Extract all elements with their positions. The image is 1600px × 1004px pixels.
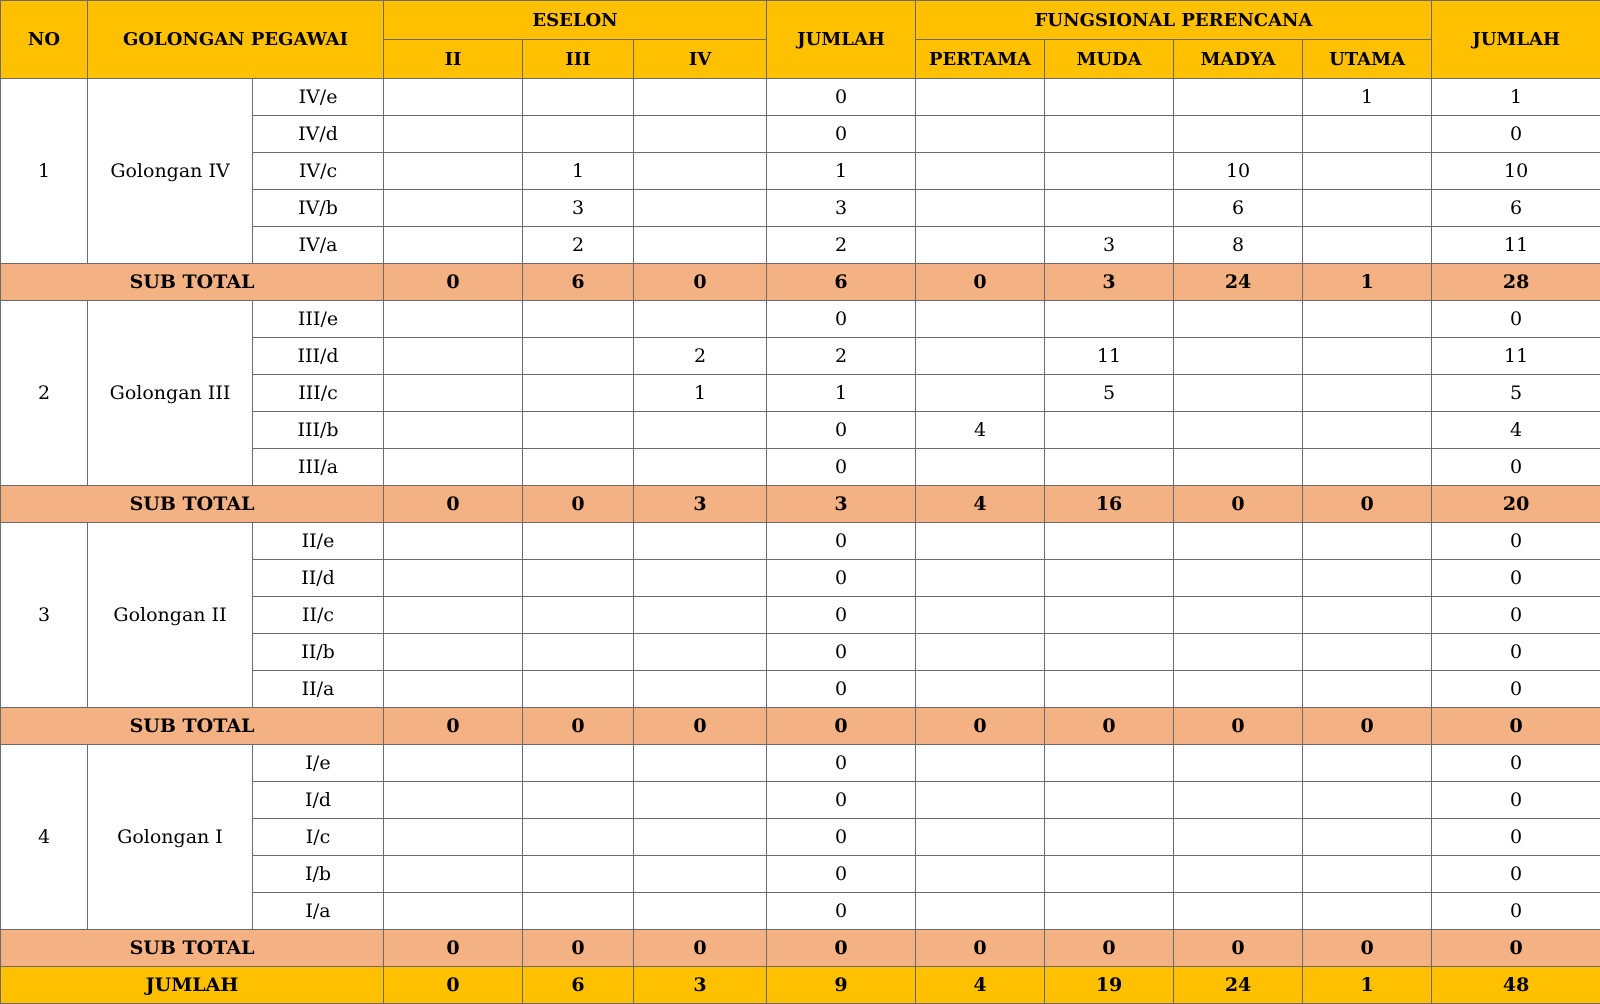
grand-total-row bbox=[1, 967, 1600, 1004]
value-cell bbox=[634, 745, 767, 782]
group-name: Golongan III bbox=[88, 301, 253, 486]
value-cell bbox=[634, 116, 767, 153]
value-cell: 0 bbox=[1432, 634, 1600, 671]
value-cell bbox=[1174, 449, 1303, 486]
value-cell bbox=[634, 819, 767, 856]
value-cell bbox=[1303, 560, 1432, 597]
value-cell bbox=[1174, 560, 1303, 597]
value-cell bbox=[1174, 375, 1303, 412]
table-row bbox=[1, 301, 1600, 338]
header-no: NO bbox=[1, 1, 88, 79]
subtotal-cell: 0 bbox=[523, 486, 634, 523]
value-cell bbox=[523, 856, 634, 893]
value-cell: 0 bbox=[767, 560, 916, 597]
value-cell: 1 bbox=[1432, 79, 1600, 116]
value-cell bbox=[916, 819, 1045, 856]
value-cell bbox=[916, 449, 1045, 486]
value-cell bbox=[523, 745, 634, 782]
group-number: 3 bbox=[1, 523, 88, 708]
value-cell bbox=[523, 523, 634, 560]
subtotal-cell: 3 bbox=[767, 486, 916, 523]
subtotal-cell: 24 bbox=[1174, 264, 1303, 301]
value-cell bbox=[634, 893, 767, 930]
value-cell: 0 bbox=[767, 412, 916, 449]
value-cell: 1 bbox=[523, 153, 634, 190]
header-fungsional-muda: MUDA bbox=[1045, 40, 1174, 79]
value-cell: 1 bbox=[767, 153, 916, 190]
value-cell bbox=[1174, 412, 1303, 449]
value-cell: 0 bbox=[767, 893, 916, 930]
value-cell bbox=[1045, 782, 1174, 819]
subtotal-row bbox=[1, 264, 1600, 301]
table-row bbox=[1, 523, 1600, 560]
subtotal-row bbox=[1, 708, 1600, 745]
value-cell bbox=[1174, 819, 1303, 856]
value-cell bbox=[1303, 449, 1432, 486]
value-cell bbox=[384, 190, 523, 227]
value-cell bbox=[1174, 856, 1303, 893]
grand-total-cell: 1 bbox=[1303, 967, 1432, 1004]
grand-total-cell: 48 bbox=[1432, 967, 1600, 1004]
value-cell bbox=[384, 116, 523, 153]
value-cell bbox=[523, 79, 634, 116]
header-eselon-iv: IV bbox=[634, 40, 767, 79]
value-cell bbox=[916, 338, 1045, 375]
value-cell bbox=[1045, 597, 1174, 634]
subgroup-label: I/d bbox=[253, 782, 384, 819]
value-cell bbox=[1303, 893, 1432, 930]
value-cell: 0 bbox=[1432, 819, 1600, 856]
value-cell bbox=[384, 338, 523, 375]
value-cell bbox=[916, 116, 1045, 153]
value-cell bbox=[634, 190, 767, 227]
value-cell bbox=[916, 745, 1045, 782]
value-cell: 0 bbox=[1432, 893, 1600, 930]
subtotal-cell: 0 bbox=[1174, 486, 1303, 523]
value-cell: 5 bbox=[1432, 375, 1600, 412]
value-cell: 0 bbox=[767, 597, 916, 634]
value-cell: 0 bbox=[1432, 116, 1600, 153]
subtotal-cell: 0 bbox=[767, 930, 916, 967]
group-name: Golongan II bbox=[88, 523, 253, 708]
table-row bbox=[1, 79, 1600, 116]
value-cell: 0 bbox=[767, 856, 916, 893]
value-cell bbox=[523, 597, 634, 634]
value-cell bbox=[1045, 190, 1174, 227]
value-cell bbox=[384, 560, 523, 597]
value-cell bbox=[384, 745, 523, 782]
group-number: 4 bbox=[1, 745, 88, 930]
value-cell bbox=[1174, 671, 1303, 708]
value-cell bbox=[1045, 79, 1174, 116]
table-row bbox=[1, 745, 1600, 782]
value-cell bbox=[634, 79, 767, 116]
value-cell bbox=[1303, 116, 1432, 153]
header-eselon: ESELON bbox=[384, 1, 767, 40]
value-cell bbox=[1174, 116, 1303, 153]
value-cell bbox=[1045, 412, 1174, 449]
value-cell bbox=[1045, 449, 1174, 486]
subtotal-row bbox=[1, 930, 1600, 967]
value-cell: 0 bbox=[1432, 523, 1600, 560]
value-cell bbox=[523, 301, 634, 338]
value-cell bbox=[1045, 856, 1174, 893]
value-cell bbox=[1303, 745, 1432, 782]
grand-total-cell: 3 bbox=[634, 967, 767, 1004]
subtotal-cell: 0 bbox=[1045, 930, 1174, 967]
subtotal-label: SUB TOTAL bbox=[1, 264, 384, 301]
value-cell: 0 bbox=[767, 819, 916, 856]
subgroup-label: II/c bbox=[253, 597, 384, 634]
value-cell bbox=[384, 819, 523, 856]
value-cell bbox=[1303, 819, 1432, 856]
subtotal-cell: 0 bbox=[384, 486, 523, 523]
subtotal-cell: 0 bbox=[1174, 930, 1303, 967]
value-cell bbox=[523, 449, 634, 486]
subtotal-cell: 0 bbox=[916, 264, 1045, 301]
value-cell bbox=[384, 301, 523, 338]
value-cell: 0 bbox=[1432, 856, 1600, 893]
value-cell: 6 bbox=[1432, 190, 1600, 227]
value-cell: 4 bbox=[1432, 412, 1600, 449]
subgroup-label: III/c bbox=[253, 375, 384, 412]
value-cell bbox=[634, 523, 767, 560]
subtotal-cell: 6 bbox=[767, 264, 916, 301]
value-cell bbox=[384, 893, 523, 930]
subtotal-cell: 20 bbox=[1432, 486, 1600, 523]
subgroup-label: I/b bbox=[253, 856, 384, 893]
value-cell bbox=[523, 782, 634, 819]
value-cell bbox=[1303, 597, 1432, 634]
subtotal-cell: 0 bbox=[1303, 708, 1432, 745]
subtotal-cell: 0 bbox=[1432, 708, 1600, 745]
value-cell: 0 bbox=[767, 79, 916, 116]
subgroup-label: III/d bbox=[253, 338, 384, 375]
subgroup-label: II/d bbox=[253, 560, 384, 597]
subtotal-row bbox=[1, 486, 1600, 523]
subgroup-label: II/a bbox=[253, 671, 384, 708]
value-cell bbox=[1045, 523, 1174, 560]
subtotal-cell: 3 bbox=[634, 486, 767, 523]
value-cell bbox=[523, 338, 634, 375]
value-cell bbox=[634, 671, 767, 708]
value-cell: 0 bbox=[1432, 597, 1600, 634]
value-cell: 0 bbox=[1432, 745, 1600, 782]
value-cell: 0 bbox=[767, 671, 916, 708]
value-cell bbox=[1045, 893, 1174, 930]
value-cell bbox=[523, 560, 634, 597]
header-fungsional-utama: UTAMA bbox=[1303, 40, 1432, 79]
subtotal-cell: 0 bbox=[1303, 486, 1432, 523]
value-cell bbox=[384, 634, 523, 671]
subtotal-cell: 16 bbox=[1045, 486, 1174, 523]
value-cell bbox=[523, 412, 634, 449]
group-name: Golongan I bbox=[88, 745, 253, 930]
subtotal-label: SUB TOTAL bbox=[1, 930, 384, 967]
value-cell bbox=[916, 782, 1045, 819]
value-cell bbox=[916, 375, 1045, 412]
value-cell: 11 bbox=[1432, 338, 1600, 375]
value-cell bbox=[384, 375, 523, 412]
value-cell bbox=[1303, 338, 1432, 375]
subgroup-label: III/b bbox=[253, 412, 384, 449]
subgroup-label: I/a bbox=[253, 893, 384, 930]
value-cell bbox=[916, 153, 1045, 190]
value-cell: 0 bbox=[767, 634, 916, 671]
value-cell bbox=[1303, 782, 1432, 819]
value-cell bbox=[916, 671, 1045, 708]
grand-total-label: JUMLAH bbox=[1, 967, 384, 1004]
subgroup-label: IV/c bbox=[253, 153, 384, 190]
value-cell bbox=[1174, 338, 1303, 375]
value-cell: 10 bbox=[1432, 153, 1600, 190]
value-cell bbox=[634, 301, 767, 338]
value-cell bbox=[916, 597, 1045, 634]
table-header bbox=[1, 1, 1600, 79]
subgroup-label: IV/a bbox=[253, 227, 384, 264]
subgroup-label: I/e bbox=[253, 745, 384, 782]
value-cell bbox=[384, 856, 523, 893]
value-cell bbox=[634, 634, 767, 671]
value-cell: 3 bbox=[523, 190, 634, 227]
value-cell bbox=[916, 856, 1045, 893]
value-cell bbox=[634, 412, 767, 449]
value-cell: 0 bbox=[767, 449, 916, 486]
value-cell: 1 bbox=[1303, 79, 1432, 116]
subgroup-label: IV/e bbox=[253, 79, 384, 116]
subgroup-label: IV/b bbox=[253, 190, 384, 227]
value-cell bbox=[1174, 597, 1303, 634]
value-cell bbox=[634, 856, 767, 893]
value-cell: 0 bbox=[767, 301, 916, 338]
table-body bbox=[1, 79, 1600, 1004]
header-fungsional-madya: MADYA bbox=[1174, 40, 1303, 79]
value-cell bbox=[916, 893, 1045, 930]
value-cell bbox=[1303, 153, 1432, 190]
header-fungsional-pertama: PERTAMA bbox=[916, 40, 1045, 79]
grand-total-cell: 6 bbox=[523, 967, 634, 1004]
value-cell: 5 bbox=[1045, 375, 1174, 412]
value-cell: 11 bbox=[1432, 227, 1600, 264]
subgroup-label: I/c bbox=[253, 819, 384, 856]
value-cell bbox=[523, 116, 634, 153]
value-cell bbox=[1303, 856, 1432, 893]
value-cell: 0 bbox=[1432, 782, 1600, 819]
value-cell bbox=[1303, 671, 1432, 708]
value-cell: 8 bbox=[1174, 227, 1303, 264]
grand-total-cell: 4 bbox=[916, 967, 1045, 1004]
value-cell bbox=[1174, 523, 1303, 560]
subtotal-cell: 0 bbox=[916, 708, 1045, 745]
subtotal-cell: 0 bbox=[1303, 930, 1432, 967]
subtotal-cell: 0 bbox=[523, 930, 634, 967]
value-cell bbox=[1174, 782, 1303, 819]
subtotal-label: SUB TOTAL bbox=[1, 708, 384, 745]
value-cell: 2 bbox=[634, 338, 767, 375]
value-cell bbox=[384, 227, 523, 264]
value-cell bbox=[384, 79, 523, 116]
value-cell bbox=[916, 190, 1045, 227]
value-cell: 0 bbox=[1432, 449, 1600, 486]
value-cell: 3 bbox=[1045, 227, 1174, 264]
group-number: 1 bbox=[1, 79, 88, 264]
subtotal-label: SUB TOTAL bbox=[1, 486, 384, 523]
value-cell bbox=[523, 375, 634, 412]
grand-total-cell: 24 bbox=[1174, 967, 1303, 1004]
subtotal-cell: 0 bbox=[384, 930, 523, 967]
subgroup-label: II/b bbox=[253, 634, 384, 671]
value-cell: 0 bbox=[767, 782, 916, 819]
value-cell bbox=[523, 893, 634, 930]
subtotal-cell: 0 bbox=[634, 930, 767, 967]
value-cell bbox=[384, 597, 523, 634]
value-cell bbox=[1045, 153, 1174, 190]
value-cell bbox=[1303, 190, 1432, 227]
subtotal-cell: 0 bbox=[916, 930, 1045, 967]
value-cell bbox=[916, 523, 1045, 560]
subtotal-cell: 0 bbox=[523, 708, 634, 745]
value-cell: 0 bbox=[767, 745, 916, 782]
value-cell: 3 bbox=[767, 190, 916, 227]
subtotal-cell: 0 bbox=[634, 264, 767, 301]
subtotal-cell: 0 bbox=[1045, 708, 1174, 745]
value-cell: 0 bbox=[1432, 301, 1600, 338]
value-cell: 0 bbox=[1432, 671, 1600, 708]
value-cell bbox=[1045, 116, 1174, 153]
header-golongan: GOLONGAN PEGAWAI bbox=[88, 1, 384, 79]
header-eselon-iii: III bbox=[523, 40, 634, 79]
header-eselon-ii: II bbox=[384, 40, 523, 79]
value-cell bbox=[916, 227, 1045, 264]
value-cell bbox=[916, 560, 1045, 597]
subtotal-cell: 3 bbox=[1045, 264, 1174, 301]
group-name: Golongan IV bbox=[88, 79, 253, 264]
subgroup-label: III/a bbox=[253, 449, 384, 486]
value-cell bbox=[384, 412, 523, 449]
value-cell: 0 bbox=[767, 523, 916, 560]
subgroup-label: II/e bbox=[253, 523, 384, 560]
group-number: 2 bbox=[1, 301, 88, 486]
value-cell bbox=[384, 671, 523, 708]
value-cell bbox=[523, 671, 634, 708]
value-cell bbox=[384, 153, 523, 190]
subtotal-cell: 4 bbox=[916, 486, 1045, 523]
value-cell bbox=[1303, 375, 1432, 412]
value-cell bbox=[1045, 560, 1174, 597]
header-jumlah-eselon: JUMLAH bbox=[767, 1, 916, 79]
value-cell bbox=[634, 227, 767, 264]
value-cell: 11 bbox=[1045, 338, 1174, 375]
value-cell bbox=[1174, 893, 1303, 930]
value-cell bbox=[384, 523, 523, 560]
value-cell: 1 bbox=[767, 375, 916, 412]
value-cell bbox=[916, 634, 1045, 671]
grand-total-cell: 19 bbox=[1045, 967, 1174, 1004]
subtotal-cell: 1 bbox=[1303, 264, 1432, 301]
value-cell bbox=[1303, 227, 1432, 264]
value-cell bbox=[1045, 745, 1174, 782]
value-cell bbox=[1303, 301, 1432, 338]
value-cell: 4 bbox=[916, 412, 1045, 449]
header-jumlah-fungsional: JUMLAH bbox=[1432, 1, 1600, 79]
value-cell bbox=[634, 782, 767, 819]
subtotal-cell: 0 bbox=[1174, 708, 1303, 745]
subtotal-cell: 0 bbox=[384, 264, 523, 301]
value-cell bbox=[523, 819, 634, 856]
subtotal-cell: 28 bbox=[1432, 264, 1600, 301]
value-cell: 1 bbox=[634, 375, 767, 412]
subtotal-cell: 0 bbox=[767, 708, 916, 745]
value-cell bbox=[916, 301, 1045, 338]
subgroup-label: IV/d bbox=[253, 116, 384, 153]
value-cell bbox=[634, 449, 767, 486]
value-cell bbox=[523, 634, 634, 671]
value-cell bbox=[916, 79, 1045, 116]
grand-total-cell: 9 bbox=[767, 967, 916, 1004]
value-cell bbox=[1303, 412, 1432, 449]
subtotal-cell: 0 bbox=[634, 708, 767, 745]
header-fungsional: FUNGSIONAL PERENCANA bbox=[916, 1, 1432, 40]
value-cell: 0 bbox=[1432, 560, 1600, 597]
value-cell: 2 bbox=[767, 227, 916, 264]
value-cell bbox=[1303, 634, 1432, 671]
value-cell bbox=[1174, 634, 1303, 671]
value-cell bbox=[1045, 819, 1174, 856]
value-cell bbox=[1174, 301, 1303, 338]
value-cell bbox=[1174, 79, 1303, 116]
value-cell bbox=[634, 560, 767, 597]
value-cell bbox=[384, 449, 523, 486]
value-cell: 2 bbox=[523, 227, 634, 264]
value-cell bbox=[1045, 634, 1174, 671]
value-cell bbox=[384, 782, 523, 819]
value-cell bbox=[1045, 671, 1174, 708]
grand-total-cell: 0 bbox=[384, 967, 523, 1004]
subtotal-cell: 6 bbox=[523, 264, 634, 301]
subtotal-cell: 0 bbox=[1432, 930, 1600, 967]
value-cell bbox=[1045, 301, 1174, 338]
subgroup-label: III/e bbox=[253, 301, 384, 338]
value-cell: 2 bbox=[767, 338, 916, 375]
value-cell bbox=[1303, 523, 1432, 560]
value-cell bbox=[1174, 745, 1303, 782]
value-cell bbox=[634, 597, 767, 634]
value-cell: 10 bbox=[1174, 153, 1303, 190]
value-cell bbox=[634, 153, 767, 190]
value-cell: 0 bbox=[767, 116, 916, 153]
value-cell: 6 bbox=[1174, 190, 1303, 227]
subtotal-cell: 0 bbox=[384, 708, 523, 745]
